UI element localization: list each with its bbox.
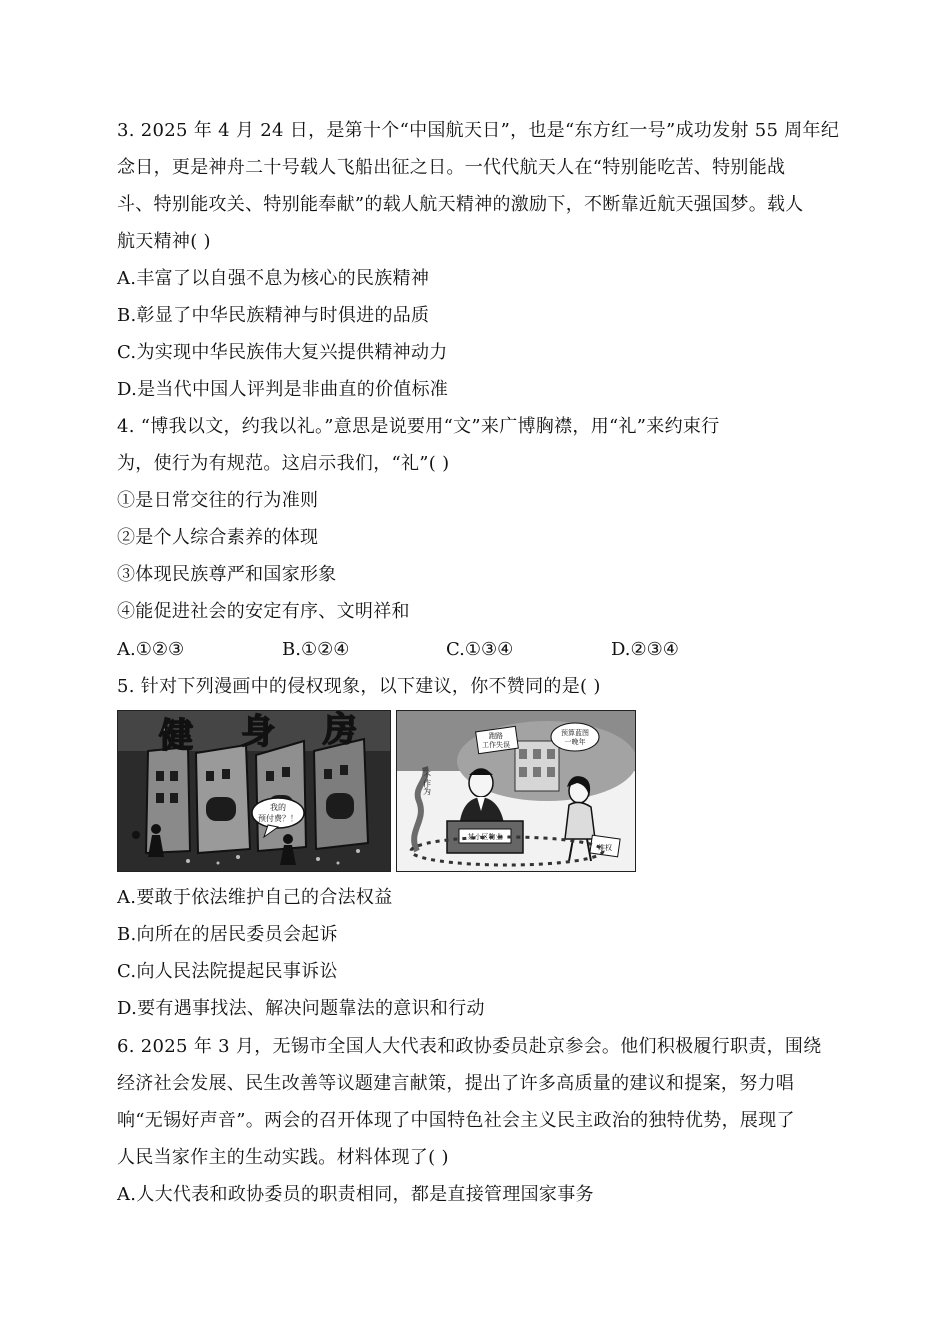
gym-title-char-1: 健 bbox=[159, 716, 193, 756]
q4-option-b: B.①②④ bbox=[282, 639, 350, 660]
cartoon-gym-illustration bbox=[118, 711, 390, 871]
q5-option-c: C.向人民法院提起民事诉讼 bbox=[117, 961, 338, 982]
q4-options-row bbox=[117, 638, 837, 662]
side-text: 不作为 bbox=[422, 771, 432, 795]
sign2-line-2: 一晚年 bbox=[564, 738, 586, 746]
q3-option-d: D.是当代中国人评判是非曲直的价值标准 bbox=[117, 379, 449, 400]
sign1-line-2: 工作失误 bbox=[482, 741, 510, 749]
q3-option-b: B.彰显了中华民族精神与时俱进的品质 bbox=[117, 305, 430, 326]
q4-statement-1: ①是日常交往的行为准则 bbox=[117, 490, 319, 511]
q6-line-3: 响“无锡好声音”。两会的召开体现了中国特色社会主义民主政治的独特优势，展现了 bbox=[117, 1110, 795, 1131]
bubble-line-2: 预付费？！ bbox=[258, 814, 298, 823]
q3-option-c: C.为实现中华民族伟大复兴提供精神动力 bbox=[117, 342, 448, 363]
q5-option-d: D.要有遇事找法、解决问题靠法的意识和行动 bbox=[117, 998, 485, 1019]
q6-line-2: 经济社会发展、民生改善等议题建言献策，提出了许多高质量的建议和提案，努力唱 bbox=[117, 1073, 795, 1094]
q3-line-1: 3. 2025 年 4 月 24 日，是第十个“中国航天日”，也是“东方红一号”成功发射 55 周年纪 bbox=[117, 120, 840, 141]
sign1-line-1: 跑路 bbox=[489, 732, 503, 740]
q4-statement-3: ③体现民族尊严和国家形象 bbox=[117, 564, 337, 585]
q4-line-1: 4. “博我以文，约我以礼。”意思是说要用“文”来广博胸襟，用“礼”来约束行 bbox=[117, 416, 720, 437]
q3-line-3: 斗、特别能攻关、特别能奉献”的载人航天精神的激励下，不断靠近航天强国梦。载人 bbox=[117, 194, 804, 215]
q3-option-a: A.丰富了以自强不息为核心的民族精神 bbox=[117, 268, 430, 289]
bubble-line-1: 我的 bbox=[270, 803, 286, 812]
sign2-line-1: 预算蓝图 bbox=[561, 729, 589, 737]
q4-statement-2: ②是个人综合素养的体现 bbox=[117, 527, 319, 548]
desk-text: 某小区物业 bbox=[467, 833, 503, 841]
q4-option-d: D.②③④ bbox=[611, 639, 679, 660]
q5-line-1: 5. 针对下列漫画中的侵权现象，以下建议，你不赞同的是( ) bbox=[117, 676, 601, 697]
q4-option-c: C.①③④ bbox=[446, 639, 514, 660]
q3-line-4: 航天精神( ) bbox=[117, 231, 211, 252]
q5-option-a: A.要敢于依法维护自己的合法权益 bbox=[117, 887, 393, 908]
cartoon-property bbox=[396, 710, 636, 872]
q6-line-1: 6. 2025 年 3 月，无锡市全国人大代表和政协委员赴京参会。他们积极履行职责，围绕 bbox=[117, 1036, 822, 1057]
gym-title-char-3: 房 bbox=[323, 711, 357, 750]
q6-option-a: A.人大代表和政协委员的职责相同，都是直接管理国家事务 bbox=[117, 1184, 594, 1205]
q4-statement-4: ④能促进社会的安定有序、文明祥和 bbox=[117, 601, 410, 622]
paper-text: 维权 bbox=[598, 844, 612, 852]
q3-line-2: 念日，更是神舟二十号载人飞船出征之日。一代代航天人在“特别能吃苦、特别能战 bbox=[117, 157, 786, 178]
q5-option-b: B.向所在的居民委员会起诉 bbox=[117, 924, 338, 945]
cartoon-gym bbox=[117, 710, 391, 872]
q4-line-2: 为，使行为有规范。这启示我们，“礼”( ) bbox=[117, 453, 450, 474]
q4-option-a: A.①②③ bbox=[117, 639, 185, 660]
gym-title-char-2: 身 bbox=[241, 712, 275, 752]
cartoon-property-illustration bbox=[397, 711, 635, 871]
q6-line-4: 人民当家作主的生动实践。材料体现了( ) bbox=[117, 1147, 449, 1168]
